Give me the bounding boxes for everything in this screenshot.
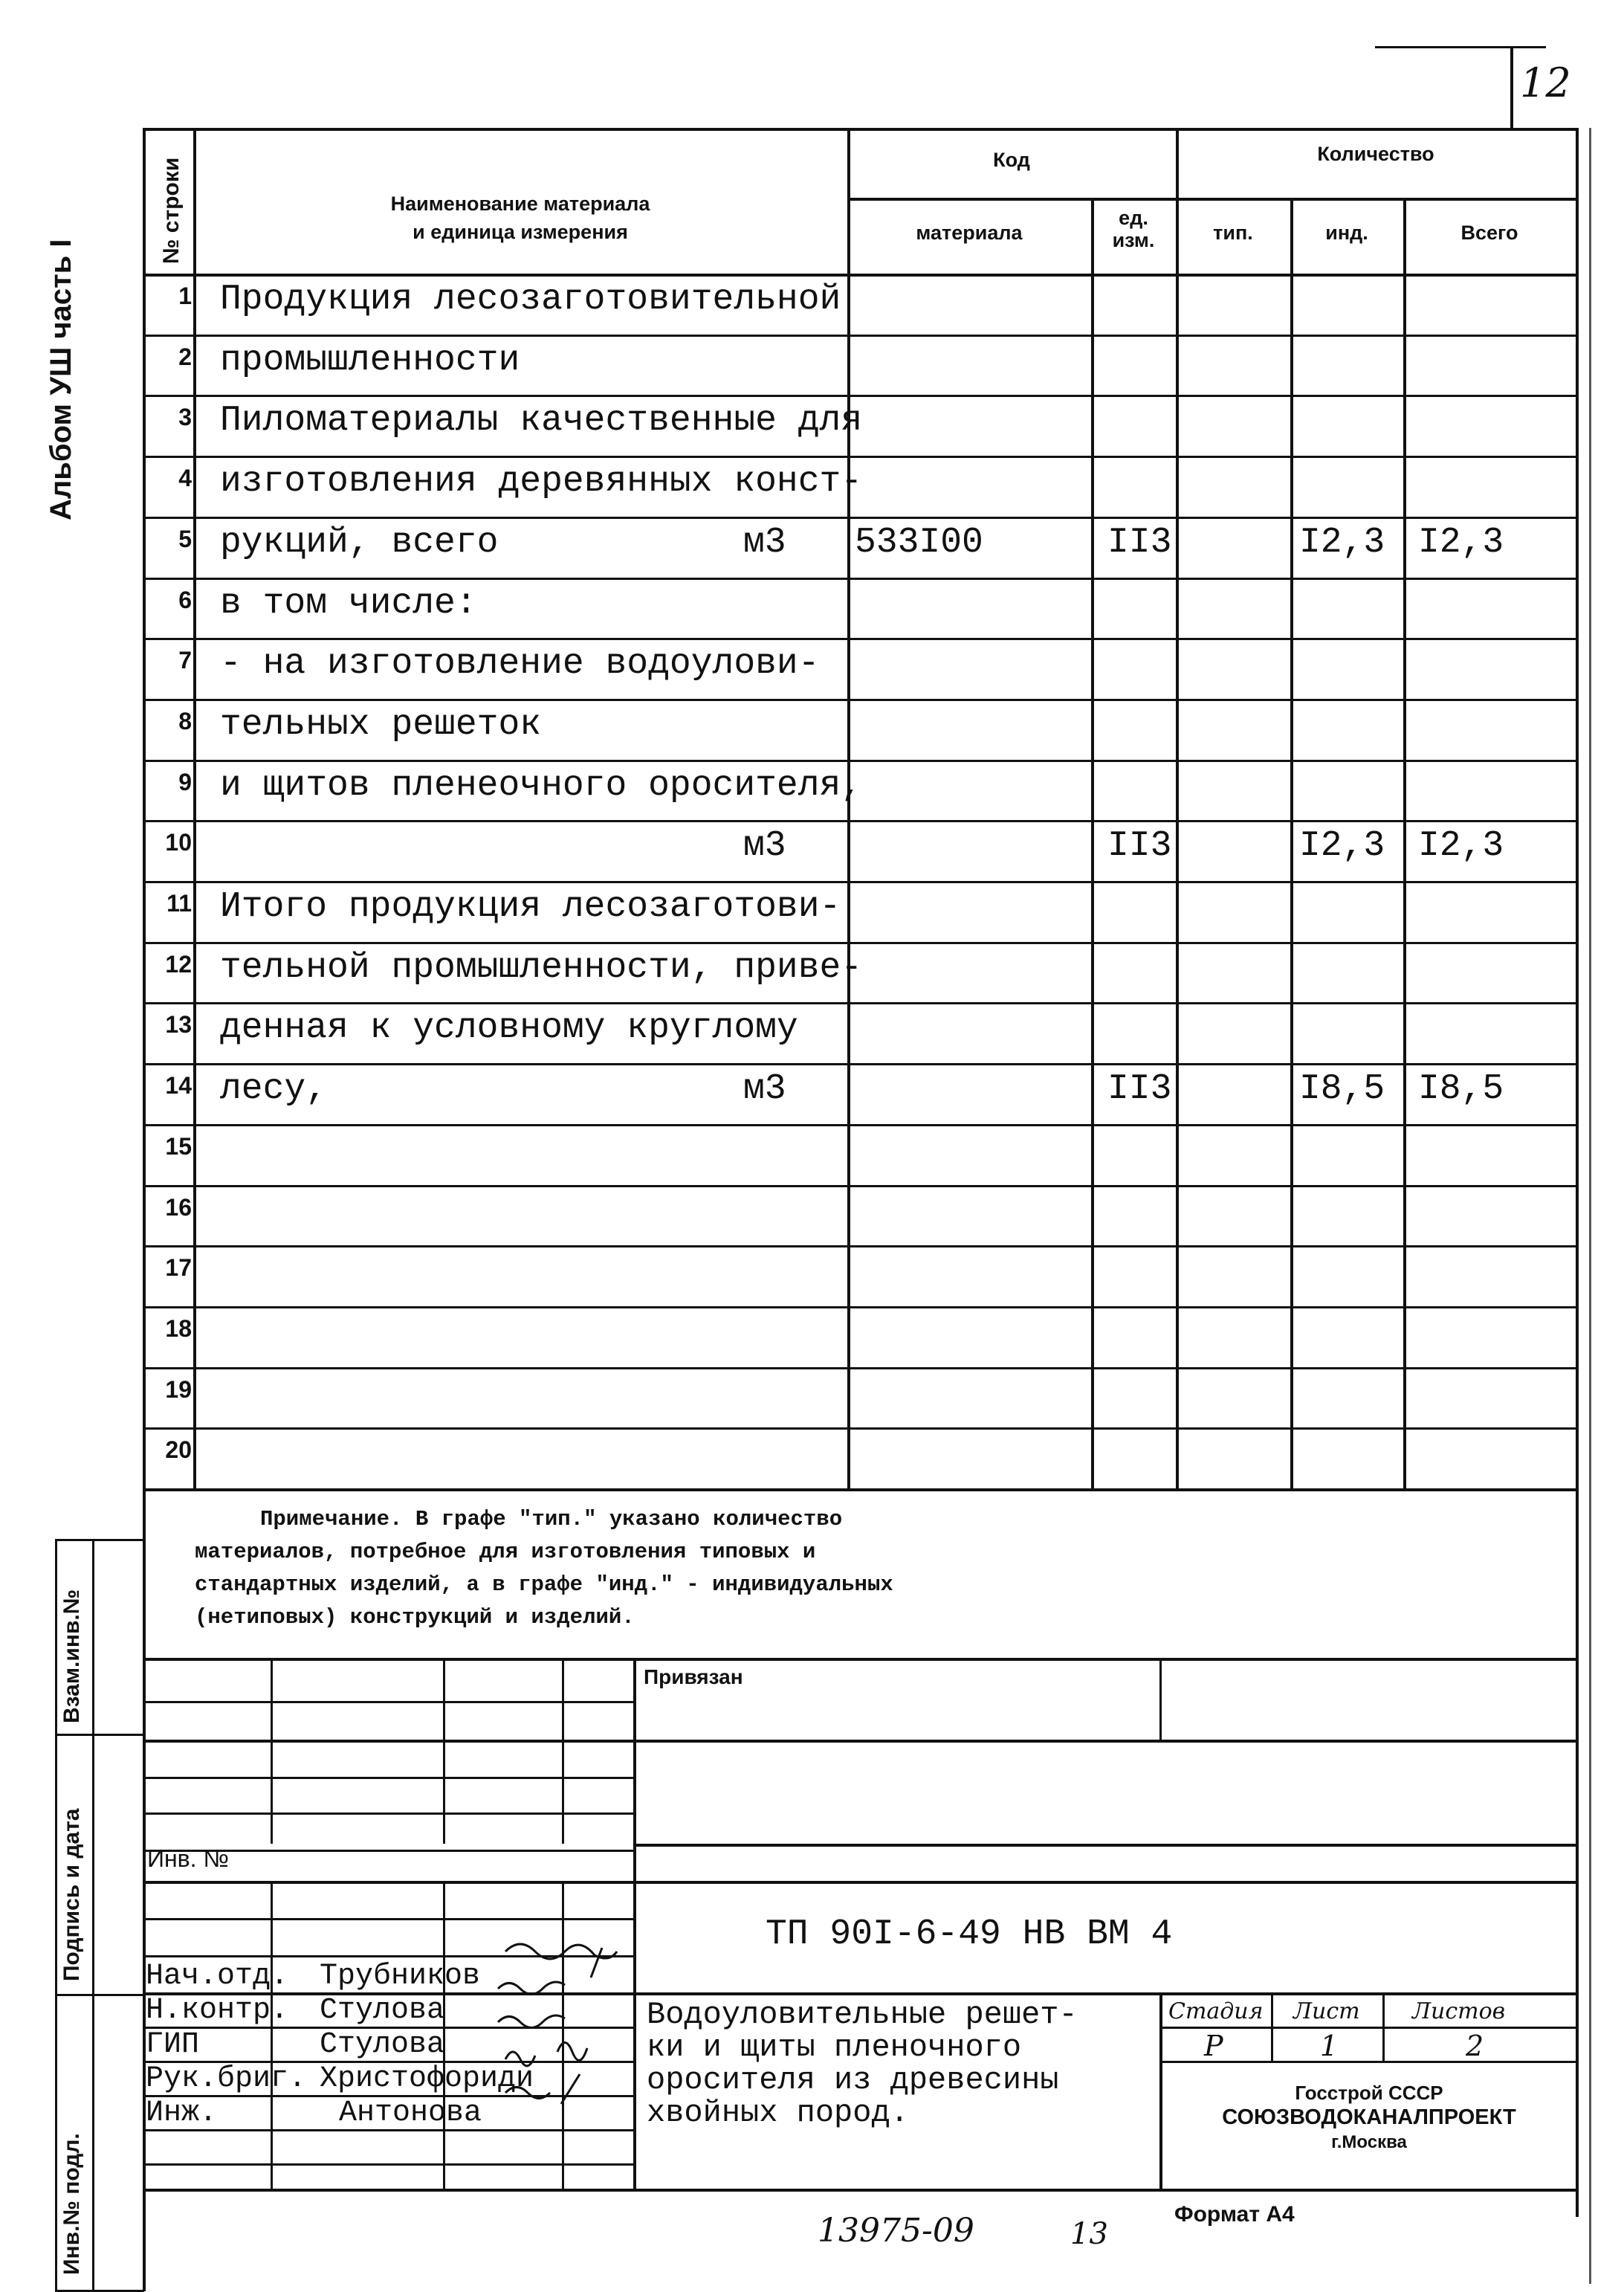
stamp-sheets: 2 <box>1466 2030 1484 2062</box>
row-line <box>143 881 1579 883</box>
row-number: 16 <box>165 1194 192 1221</box>
stamp-role-name: Стулова <box>320 2028 445 2062</box>
row-line <box>143 335 1579 337</box>
row-name: тельных решеток <box>220 705 542 745</box>
stamp-doc-code: ТП 90I-6-49 НВ ВМ 4 <box>766 1914 1173 1954</box>
header-bottom-line <box>143 274 1579 277</box>
row-line <box>143 820 1579 822</box>
row-ind: I2,3 <box>1299 523 1385 563</box>
row-name: Продукция лесозаготовительной <box>220 280 841 320</box>
row-number: 11 <box>166 890 192 917</box>
row-unit: м3 <box>743 826 786 866</box>
stamp-grid-h3 <box>143 1777 633 1779</box>
row-number: 7 <box>178 647 192 674</box>
col-ind-sep <box>1403 198 1406 1490</box>
row-number: 17 <box>165 1254 192 1281</box>
row-number: 18 <box>165 1315 192 1342</box>
row-unit-code: II3 <box>1107 1069 1172 1109</box>
row-ind: I8,5 <box>1299 1069 1385 1109</box>
stamp-org-2: СОЮЗВОДОКАНАЛПРОЕКТ <box>1222 2105 1516 2129</box>
page-number: 12 <box>1520 59 1571 106</box>
side-strip-inner <box>92 1539 94 2290</box>
stamp-title-2: ки и щиты пленочного <box>647 2030 1022 2065</box>
row-name: тельной промышленности, приве- <box>220 948 863 988</box>
stamp-v1b <box>271 1881 273 2189</box>
table-bottom-line <box>143 1488 1579 1491</box>
header-unit-code: ед. изм. <box>1112 207 1155 251</box>
stamp-sheets-label: Листов <box>1412 1998 1506 2024</box>
stamp-role-name: Стулова <box>320 1994 445 2027</box>
header-quantity: Количество <box>1317 143 1434 165</box>
stamp-sheet: 1 <box>1320 2030 1339 2062</box>
header-mid-line <box>847 198 1576 201</box>
row-name: рукций, всего <box>220 523 499 563</box>
stamp-role-name: Антонова <box>339 2096 482 2130</box>
stamp-role: Н.контр. <box>146 1994 289 2027</box>
stamp-org-1: Госстрой СССР <box>1295 2082 1443 2104</box>
row-name: промышленности <box>220 340 520 381</box>
frame-right-outer <box>1589 128 1591 2284</box>
row-unit-code: II3 <box>1107 826 1172 866</box>
row-number: 15 <box>165 1133 192 1160</box>
row-name: и щитов пленеочного оросителя, <box>220 766 863 806</box>
side-strip-sep2 <box>55 1994 144 1996</box>
footer-format: Формат А4 <box>1174 2202 1295 2227</box>
stamp-right-line <box>633 1844 1576 1847</box>
stamp-v1a <box>271 1658 273 1844</box>
stamp-title-3: оросителя из древесины <box>647 2062 1059 2098</box>
stamp-grid-h7 <box>143 1918 633 1920</box>
stamp-v3a <box>562 1658 564 1844</box>
header-ind: инд. <box>1325 222 1368 244</box>
stamp-stage: Р <box>1204 2030 1223 2062</box>
row-name: изготовления деревянных конст- <box>220 462 863 502</box>
note-line-3: стандартных изделий, а в графе "инд." - индивидуальных <box>195 1572 893 1597</box>
row-line <box>143 1124 1579 1126</box>
side-strip-sep1 <box>55 1734 144 1736</box>
footer-page: 13 <box>1070 2217 1108 2251</box>
stamp-stage-sep <box>1159 2027 1576 2029</box>
header-name: Наименование материала и единица измерения <box>390 193 650 243</box>
side-label-vzam: Взам.инв.№ <box>59 1589 84 1723</box>
frame-top <box>143 128 1579 131</box>
stamp-inv-no: Инв. № <box>147 1845 229 1872</box>
row-ind: I2,3 <box>1299 826 1385 866</box>
side-label-podpis: Подпись и дата <box>59 1808 84 1981</box>
frame-right <box>1576 128 1579 2217</box>
row-number: 12 <box>165 951 192 978</box>
stamp-right-line2 <box>633 1992 1576 1995</box>
row-number: 13 <box>165 1011 192 1038</box>
row-total: I2,3 <box>1418 826 1504 866</box>
stamp-role: ГИП <box>146 2028 200 2062</box>
row-line <box>143 638 1579 640</box>
row-unit-code: II3 <box>1107 523 1172 563</box>
row-line <box>143 1367 1579 1369</box>
row-number: 8 <box>178 708 192 735</box>
stamp-stage-label: Стадия <box>1168 1998 1264 2024</box>
row-line <box>143 1185 1579 1187</box>
row-unit: м3 <box>743 1069 786 1109</box>
row-name: - на изготовление водоулови- <box>220 644 820 684</box>
album-label: Альбом УШ часть I <box>45 239 77 520</box>
col-code-sep <box>1091 198 1094 1490</box>
stamp-role: Нач.отд. <box>146 1960 289 1993</box>
stamp-v5 <box>1159 1658 1162 1740</box>
stamp-privyazan: Привязан <box>644 1665 743 1688</box>
row-number: 20 <box>165 1436 192 1463</box>
stamp-role-name: Христофориди <box>320 2062 534 2096</box>
row-number: 14 <box>165 1072 192 1099</box>
page-number-box-top <box>1375 46 1546 48</box>
row-line <box>143 1002 1579 1004</box>
stamp-top-line <box>143 1658 1579 1661</box>
row-line <box>143 760 1579 762</box>
row-line <box>143 578 1579 580</box>
note-line-4: (нетиповых) конструкций и изделий. <box>195 1605 635 1630</box>
row-number: 5 <box>178 526 192 552</box>
row-line <box>143 395 1579 397</box>
col-typ-sep <box>1290 198 1293 1490</box>
row-name: Итого продукция лесозаготови- <box>220 887 841 927</box>
stamp-role: Рук.бриг. <box>146 2062 307 2096</box>
stamp-grid-h6 <box>143 1881 1579 1884</box>
header-typ: тип. <box>1213 222 1253 244</box>
col-unit-sep <box>1176 128 1179 1490</box>
stamp-role-name: Трубников <box>320 1960 481 1993</box>
side-strip-top <box>55 1539 144 1541</box>
note-line-1: Примечание. В графе "тип." указано количество <box>260 1507 843 1531</box>
page-number-box-left <box>1510 46 1513 129</box>
row-number: 2 <box>178 343 192 370</box>
row-number: 4 <box>178 465 192 491</box>
row-number: 1 <box>178 283 192 309</box>
row-total: I2,3 <box>1418 523 1504 563</box>
row-number: 6 <box>178 587 192 613</box>
col-name-sep <box>847 128 850 1490</box>
row-total: I8,5 <box>1418 1069 1504 1109</box>
stamp-v2a <box>443 1658 445 1844</box>
stamp-title-4: хвойных пород. <box>647 2095 909 2131</box>
stamp-sheet-label: Лист <box>1293 1998 1360 2024</box>
footer-handwritten-number: 13975-09 <box>818 2212 974 2250</box>
stamp-org-3: г.Москва <box>1331 2132 1407 2152</box>
row-material-code: 533I00 <box>855 523 983 563</box>
row-name: денная к условному круглому <box>220 1008 798 1048</box>
header-total: Всего <box>1460 222 1518 244</box>
header-row-no: № строки <box>159 157 184 264</box>
stamp-grid-h2 <box>143 1740 1579 1743</box>
row-line <box>143 1245 1579 1247</box>
signatures-scribble <box>491 1933 714 2186</box>
row-number: 3 <box>178 404 192 430</box>
row-unit: м3 <box>743 523 786 563</box>
row-line <box>143 942 1579 944</box>
header-material: материала <box>916 222 1023 244</box>
row-number: 10 <box>165 829 192 856</box>
side-label-inv-podl: Инв.№ подл. <box>59 2133 84 2275</box>
col-num-sep <box>193 128 196 1490</box>
stamp-title-1: Водоуловительные решет- <box>647 1997 1078 2033</box>
row-number: 19 <box>165 1376 192 1403</box>
row-line <box>143 1063 1579 1065</box>
row-line <box>143 699 1579 701</box>
row-line <box>143 517 1579 519</box>
stamp-grid-h1 <box>143 1701 633 1703</box>
row-name: лесу, <box>220 1069 328 1109</box>
row-number: 9 <box>178 769 192 795</box>
row-name: Пиломатериалы качественные для <box>220 401 863 441</box>
row-line <box>143 1306 1579 1308</box>
stamp-grid-h4 <box>143 1812 633 1815</box>
header-code: Код <box>993 149 1030 171</box>
row-line <box>143 1427 1579 1430</box>
row-line <box>143 456 1579 458</box>
stamp-bottom-line <box>143 2189 1579 2192</box>
note-line-2: материалов, потребное для изготовления типовых и <box>195 1540 816 1564</box>
side-strip-left <box>55 1539 57 2290</box>
row-name: в том числе: <box>220 584 477 624</box>
stamp-role: Инж. <box>146 2096 218 2130</box>
